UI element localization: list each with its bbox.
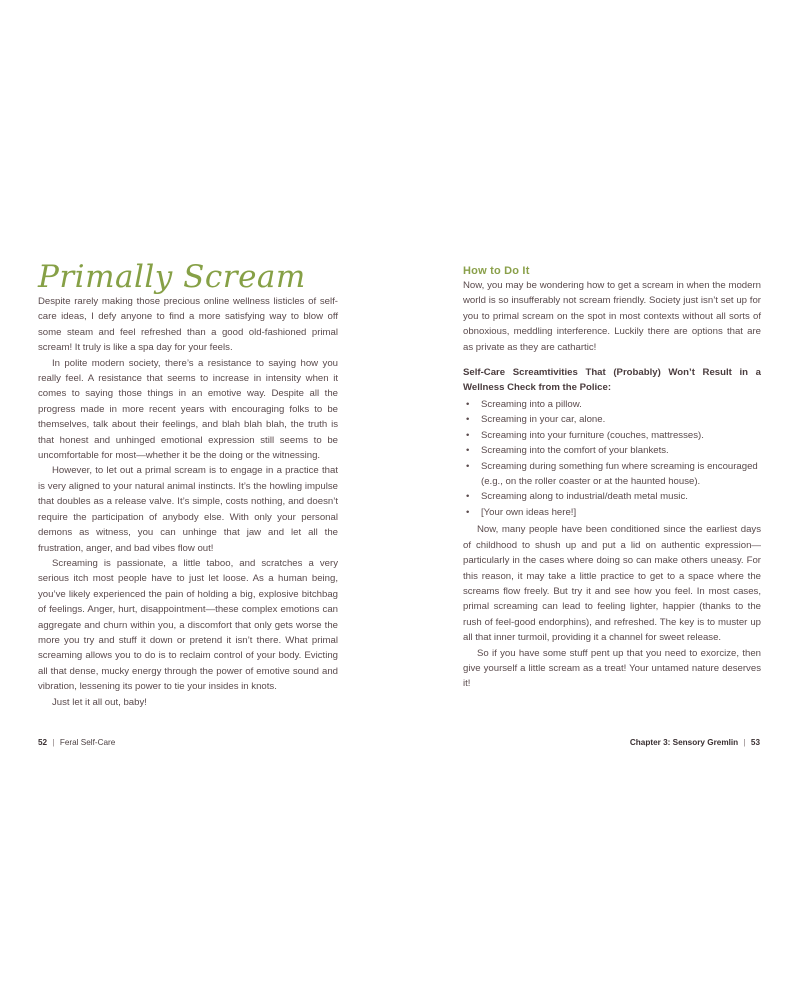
running-title: Feral Self-Care	[59, 738, 116, 747]
list-item: • Screaming in your car, alone.	[463, 412, 761, 427]
body-paragraph: In polite modern society, there’s a resistance to saying how you really feel. A resistance that seems to increase in intensity when it comes to saying those things in an emotive way. Despite all the progress made in more recent years with encouraging folks to be themselves, talk about their feelings, and blah blah blah, the truth is that honest and unhinged emotional expression still seems to be uncomfortable for most—whether it be the doing or the witnessing.	[38, 357, 338, 462]
section-heading: How to Do It	[463, 265, 530, 277]
body-paragraph: So if you have some stuff pent up that you need to exorcize, then give yourself a little scream as a treat! Your untamed nature deserves it!	[463, 647, 761, 690]
list-item: • Screaming into the comfort of your blankets.	[463, 443, 761, 458]
body-paragraph: Now, many people have been conditioned since the earliest days of childhood to shush up and put a lid on authentic expression—particularly in the cases where doing so can make others uneasy. For this reason, it may take a little practice to get to a space where the screams flow freely. But try it and see how you feel. In most cases, primal screaming can lead to feeling lighter, happier (thanks to the rush of feel-good endorphins), and refreshed. The key is to muster up all that inner turmoil, providing it a channel for sweet release.	[463, 524, 761, 644]
footer-separator: |	[743, 738, 746, 747]
running-title: Chapter 3: Sensory Gremlin	[629, 738, 739, 747]
screamtivities-list	[463, 397, 761, 520]
footer-separator: |	[52, 738, 55, 747]
left-page	[38, 258, 338, 710]
body-paragraph: Just let it all out, baby!	[52, 696, 147, 708]
right-page-footer	[630, 738, 760, 747]
page-number: 53	[750, 738, 760, 747]
body-paragraph: Despite rarely making those precious online wellness listicles of self-care ideas, I defy anyone to find a more satisfying way to blow off some steam and feel refreshed than a good old-fashioned primal scream! It truly is like a spa day for your feels.	[38, 296, 338, 354]
list-item: • Screaming into a pillow.	[463, 397, 761, 412]
page-number: 52	[38, 738, 48, 747]
list-item: • Screaming into your furniture (couches, mattresses).	[463, 428, 761, 443]
list-heading: Self-Care Screamtivities That (Probably) Won’t Result in a Wellness Check from the Police:	[463, 367, 761, 394]
body-paragraph: However, to let out a primal scream is to engage in a practice that is very aligned to your natural animal instincts. It’s the howling impulse that doubles as a release valve. It’s simple, costs nothing, and doesn’t require the participation of anybody else. With only your personal demons as witness, you can unhinge that jaw and let all the frustration, anger, and bad vibes flow out!	[38, 465, 338, 554]
right-page	[463, 258, 761, 692]
list-item: • [Your own ideas here!]	[463, 505, 761, 520]
list-item: • Screaming along to industrial/death metal music.	[463, 489, 761, 504]
body-paragraph: Screaming is passionate, a little taboo, and scratches a very serious itch most people have to just let loose. As a human being, you’ve likely experienced the pain of holding a big, explosive bitchbag of feelings. Anger, hurt, disappointment—these complex emotions can aggregate and churn within you, a discomfort that only gets worse the more you try and stuff it down or pretend it isn’t there. What primal screaming allows you to do is to reclaim control of your body. Evicting all that dense, mucky energy through the power of emotive sound and vibration, lessening its power to tie your insides in knots.	[38, 557, 338, 693]
chapter-section-title: Primally Scream	[38, 259, 306, 295]
intro-paragraph: Now, you may be wondering how to get a scream in when the modern world is so insufferably not scream friendly. Society just isn’t set up for you to primal scream on the spot in most contexts without all sorts of obnoxious, meddling interference. Luckily there are options that are as private as they are cathartic!	[463, 280, 761, 353]
list-item: • Screaming during something fun where screaming is encouraged (e.g., on the roller coaster or at the haunted house).	[463, 459, 761, 490]
left-page-footer	[38, 738, 115, 747]
